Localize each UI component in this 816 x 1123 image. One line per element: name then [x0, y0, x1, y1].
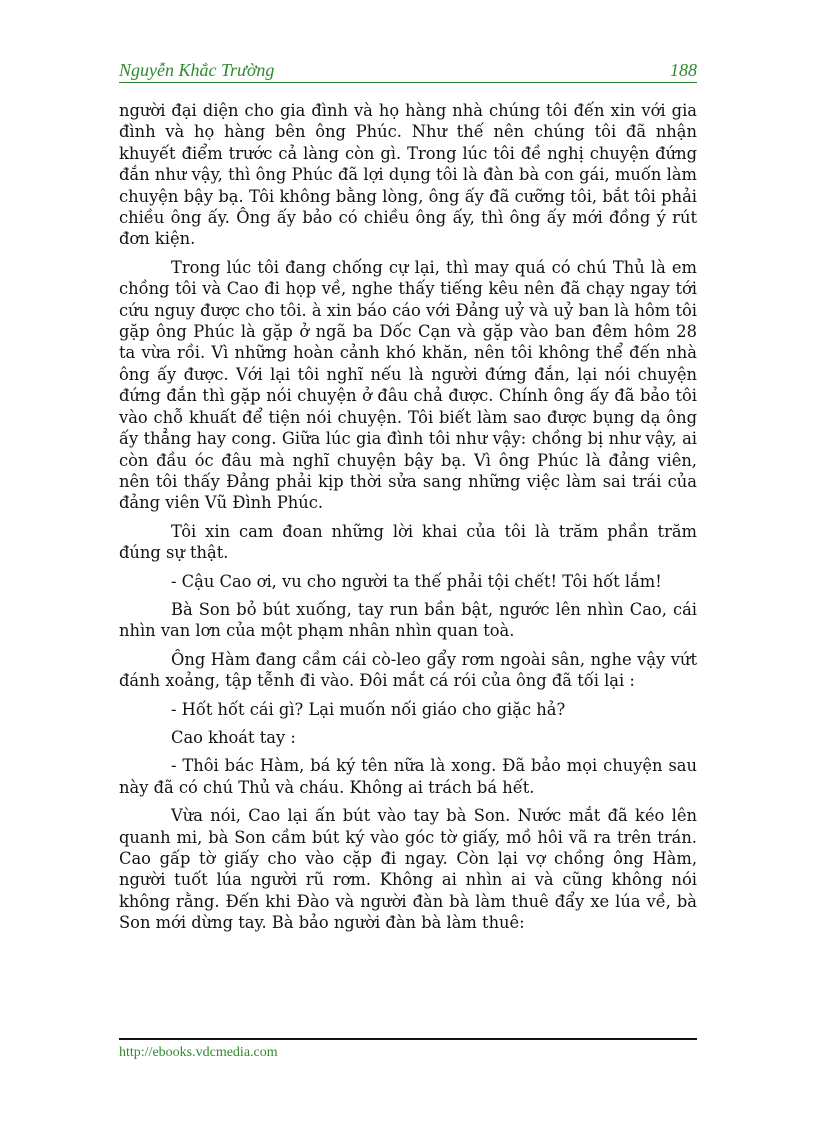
dialogue-line: - Cậu Cao ơi, vu cho người ta thế phải tội chết! Tôi hốt lắm!	[171, 571, 662, 591]
page-header	[119, 60, 697, 83]
paragraph: Trong lúc tôi đang chống cự lại, thì may quá có chú Thủ là em chồng tôi và Cao đi họp về, nghe thấy tiếng kêu nên đã chạy ngay tới cứu nguy được cho tôi. à xin báo cáo với Đảng uỷ và uỷ ban là hôm tôi gặp ông Phúc là gặp ở ngã ba Dốc Cạn và gặp vào ban đêm hôm 28 ta vừa rồi. Vì những hoàn cảnh khó khăn, nên tôi không thể đến nhà ông ấy được. Với lại tôi nghĩ nếu là người đứng đắn, lại nói chuyện đứng đắn thì gặp nói chuyện ở đâu chả được. Chính ông ấy đã bảo tôi vào chỗ khuất để tiện nói chuyện. Tôi biết làm sao được bụng dạ ông ấy thẳng hay cong. Giữa lúc gia đình tôi như vậy: chồng bị như vậy, ai còn đầu óc đâu mà nghĩ chuyện bậy bạ. Vì ông Phúc là đảng viên, nên tôi thấy Đảng phải kịp thời sửa sang những việc làm sai trái của đảng viên Vũ Đình Phúc.	[119, 257, 697, 513]
paragraph: Bà Son bỏ bút xuống, tay run bần bật, ngước lên nhìn Cao, cái nhìn van lơn của một phạm nhân nhìn quan toà.	[119, 599, 697, 641]
dialogue-line: - Thôi bác Hàm, bá ký tên nữa là xong. Đã bảo mọi chuyện sau này đã có chú Thủ và cháu. Không ai trách bá hết.	[119, 756, 697, 797]
author-name: Nguyễn Khắc Trường	[119, 60, 275, 80]
page-number: 188	[670, 60, 697, 80]
paragraph: Cao khoát tay :	[171, 727, 296, 747]
dialogue-line: - Hốt hốt cái gì? Lại muốn nối giáo cho giặc hả?	[171, 699, 566, 719]
paragraph: người đại diện cho gia đình và họ hàng nhà chúng tôi đến xin với gia đình và họ hàng bên ông Phúc. Như thế nên chúng tôi đã nhận khuyết điểm trước cả làng còn gì. Trong lúc tôi đề nghị chuyện đứng đắn như vậy, thì ông Phúc đã lợi dụng tôi là đàn bà con gái, muốn làm chuyện bậy bạ. Tôi không bằng lòng, ông ấy đã cưỡng tôi, bắt tôi phải chiều ông ấy. Ông ấy bảo có chiều ông ấy, thì ông ấy mới đồng ý rút đơn kiện.	[119, 101, 697, 249]
body-text	[119, 100, 697, 941]
paragraph: Ông Hàm đang cầm cái cò-leo gẩy rơm ngoài sân, nghe vậy vứt đánh xoảng, tập tễnh đi vào. Đôi mắt cá rói của ông đã tối lại :	[119, 649, 697, 691]
paragraph: Vừa nói, Cao lại ấn bút vào tay bà Son. Nước mắt đã kéo lên quanh mi, bà Son cầm bút ký vào góc tờ giấy, mồ hôi vã ra trên trán. Cao gấp tờ giấy cho vào cặp đi ngay. Còn lại vợ chồng ông Hàm, người tuốt lúa người rũ rơm. Không ai nhìn ai và cũng không nói không rằng. Đến khi Đào và người đàn bà làm thuê đẩy xe lúa về, bà Son mới dừng tay. Bà bảo người đàn bà làm thuê:	[119, 806, 697, 933]
footer-url-link[interactable]: http://ebooks.vdcmedia.com	[119, 1045, 278, 1060]
paragraph: Tôi xin cam đoan những lời khai của tôi là trăm phần trăm đúng sự thật.	[119, 521, 697, 563]
footer-divider	[119, 1038, 697, 1040]
